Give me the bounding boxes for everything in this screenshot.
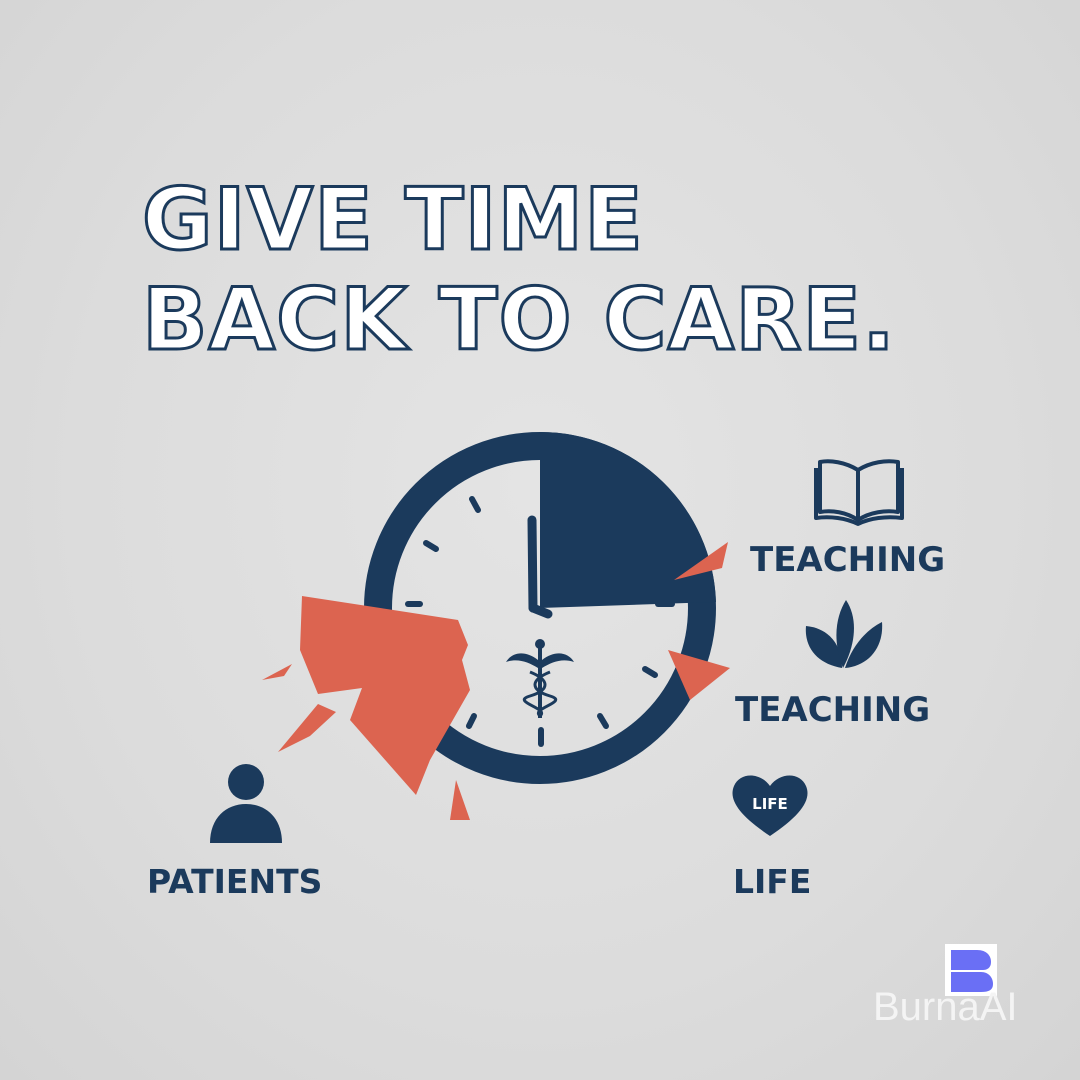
label-teaching-top: TEACHING [750,540,946,580]
time-wedge-teaching [540,432,716,608]
headline-line-1: GIVE TIME [142,170,644,270]
book-icon [816,461,902,524]
brand-name: BurnaAI [873,985,1018,1029]
headline-line-2: BACK TO CARE. [142,270,896,370]
label-life: LIFE [733,862,812,901]
heart-icon-text: LIFE [752,795,788,813]
leaf-icon [806,600,882,668]
label-patients: PATIENTS [147,862,323,901]
caduceus-icon [506,639,574,718]
shard [278,704,336,752]
shard [450,780,470,820]
person-icon [210,764,282,843]
shard [262,664,292,680]
label-teaching-bottom: TEACHING [735,690,931,730]
